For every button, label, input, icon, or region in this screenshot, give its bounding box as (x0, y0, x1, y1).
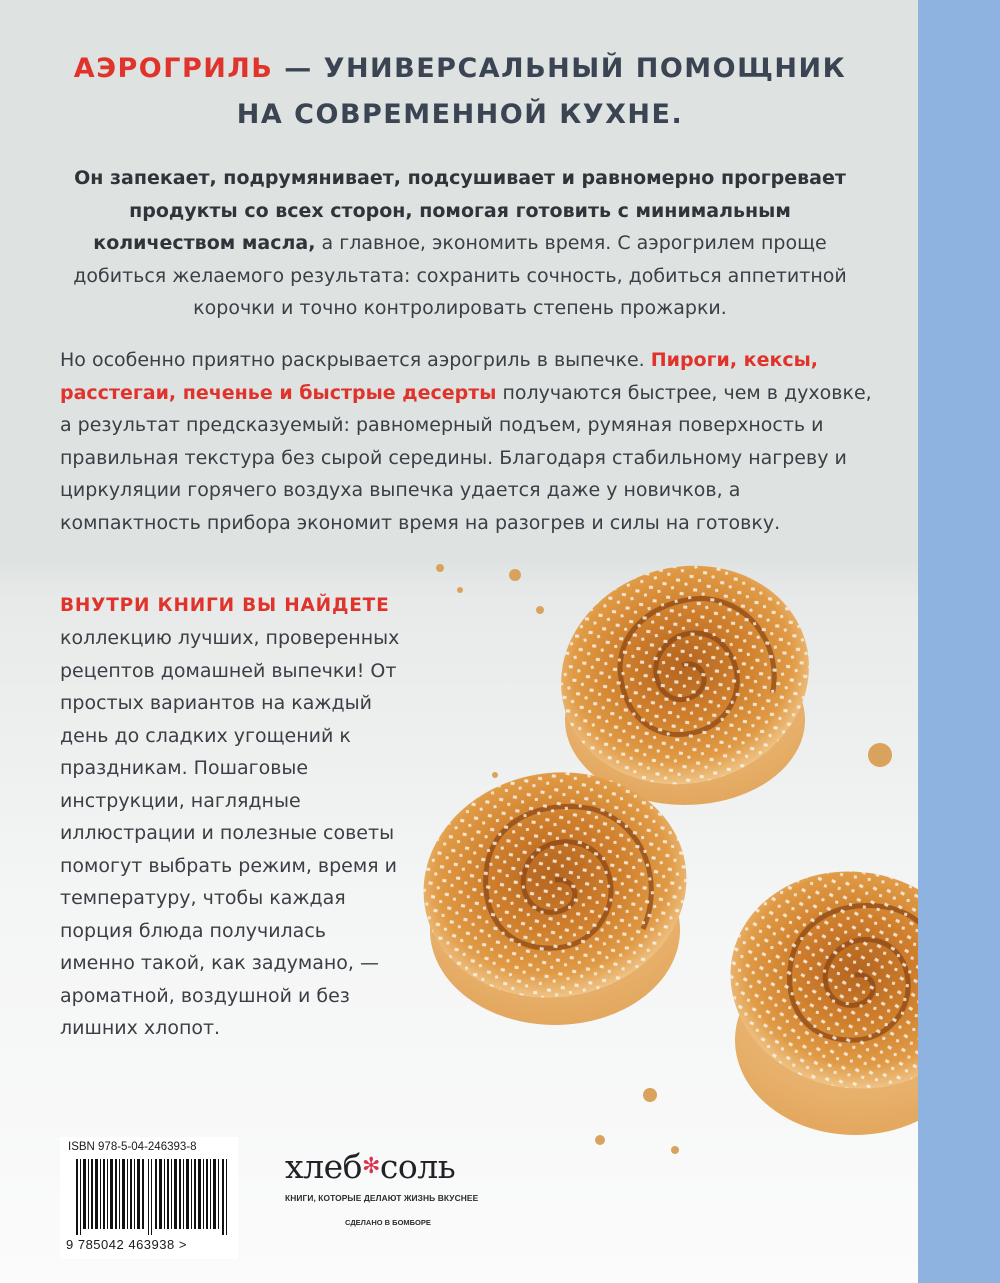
inside-heading: ВНУТРИ КНИГИ ВЫ НАЙДЕТЕ (60, 595, 390, 616)
cinnamon-buns-photo (400, 550, 918, 1170)
headline-accent: АЭРОГРИЛЬ (73, 53, 274, 84)
made-in-label: СДЕЛАНО В БОМБОРЕ (345, 1218, 431, 1227)
publisher-logo (285, 1147, 495, 1186)
barcode (76, 1159, 228, 1235)
flower-icon: ✻ (361, 1154, 380, 1179)
intro-paragraph (60, 162, 860, 325)
inside-text: коллекцию лучших, проверенных рецептов домашней выпечки! От простых вариантов на каждый день до сладких угощений к праздникам. Пошаговые инструкции, наглядные иллюстрации и полезные советы помогут выбрать режим, время и температуру, чтобы каждая порция блюда получилась именно такой, как задумано, — ароматной, воздушной и без лишних хлопот. (60, 627, 400, 1039)
bun-right (713, 852, 918, 1135)
publisher-tagline: КНИГИ, КОТОРЫЕ ДЕЛАЮТ ЖИЗНЬ ВКУСНЕЕ (285, 1193, 479, 1203)
blue-spine-strip (918, 0, 1000, 1283)
intro-bold: Он запекает, подрумянивает, подсушивает и равномерно прогревает продукты со всех сторон, помогая готовить с минимальным количеством масла, (74, 167, 846, 254)
headline-rest-line1: — УНИВЕРСАЛЬНЫЙ ПОМОЩНИК (273, 53, 847, 84)
intro-regular: а главное, экономить время. С аэрогрилем проще добиться желаемого результата: сохранить сочность, добиться аппетитной корочки и точно контролировать степень прожарки. (73, 232, 847, 319)
barcode-digits: 9 785042 463938 > (66, 1237, 187, 1252)
bun-top (536, 550, 833, 812)
baking-after: получаются быстрее, чем в духовке, а результат предсказуемый: равномерный подъем, румяная поверхность и правильная текстура без сырой середины. Благодаря стабильному нагреву и циркуляции горячего воздуха выпечка удается даже у новичков, а компактность прибора экономит время на разогрев и силы на готовку. (60, 381, 872, 534)
baking-before: Но особенно приятно раскрывается аэрогриль в выпечке. (60, 349, 651, 371)
headline-line2: НА СОВРЕМЕННОЙ КУХНЕ. (236, 99, 684, 130)
logo-right: соль (379, 1147, 456, 1186)
isbn-barcode-box (60, 1137, 238, 1259)
baking-highlight: Пироги, кексы, расстегаи, печенье и быстрые десерты (60, 349, 819, 404)
isbn-label: ISBN 978-5-04-246393-8 (68, 1141, 197, 1153)
headline (40, 46, 880, 138)
logo-left: хлеб (285, 1147, 362, 1186)
baking-paragraph (60, 344, 880, 539)
